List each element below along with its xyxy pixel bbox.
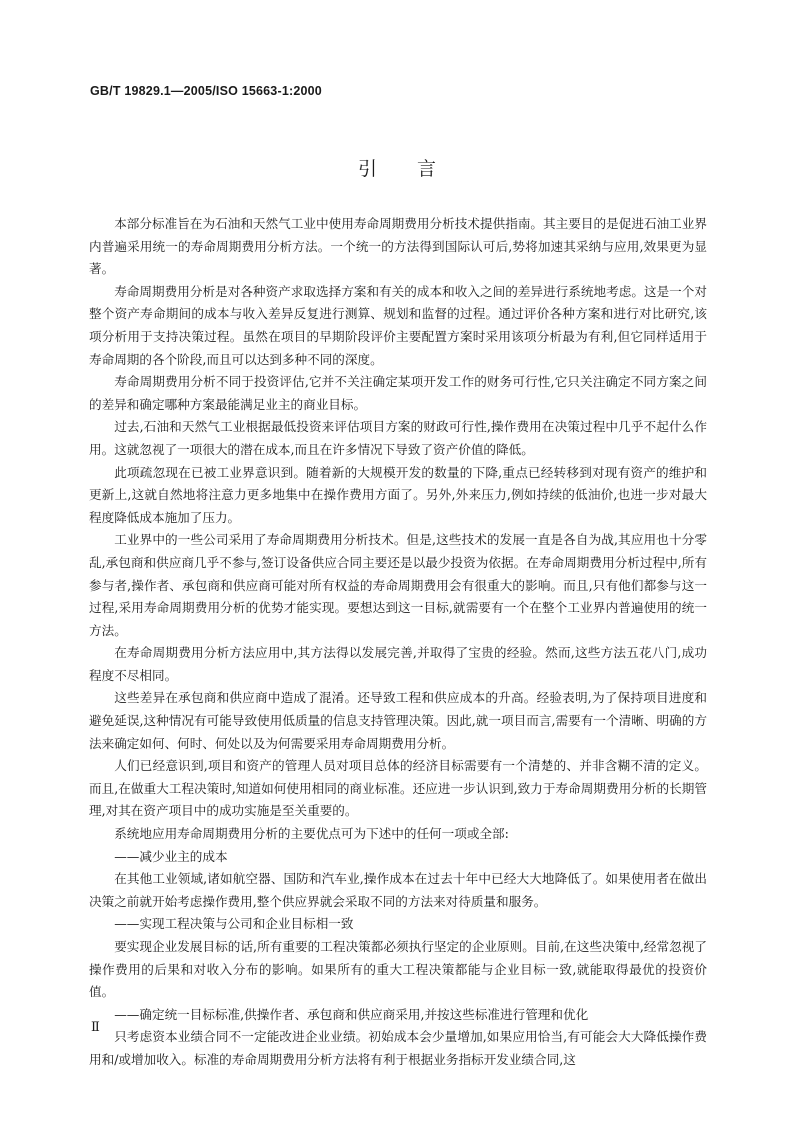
paragraph: 在寿命周期费用分析方法应用中,其方法得以发展完善,并取得了宝贵的经验。然而,这些方法五花八门,成功程度不尽相同。 — [89, 645, 707, 683]
paragraph: 只考虑资本业绩合同不一定能改进企业业绩。初始成本会少量增加,如果应用恰当,有可能会大大降低操作费用和/或增加收入。标准的寿命周期费用分析方法将有利于根据业务指标开发业绩合同,这 — [89, 1029, 707, 1067]
body-text — [89, 213, 707, 1072]
paragraph: 要实现企业发展目标的话,所有重要的工程决策都必须执行坚定的企业原则。目前,在这些决策中,经常忽视了操作费用的后果和对收入分布的影响。如果所有的重大工程决策都能与企业目标一致,就能取得最优的投资价值。 — [89, 939, 707, 1000]
paragraph: 在其他工业领域,诸如航空器、国防和汽车业,操作成本在过去十年中已经大大地降低了。如果使用者在做出决策之前就开始考虑操作费用,整个供应界就会采取不同的方法来对待质量和服务。 — [89, 871, 707, 909]
paragraph: 这些差异在承包商和供应商中造成了混淆。还导致工程和供应成本的升高。经验表明,为了保持项目进度和避免延误,这种情况有可能导致使用低质量的信息支持管理决策。因此,就一项目而言,需要有一个清晰、明确的方法来确定如何、何时、何处以及为何需要采用寿命周期费用分析。 — [89, 690, 707, 751]
paragraph: 工业界中的一些公司采用了寿命周期费用分析技术。但是,这些技术的发展一直是各自为战,其应用也十分零乱,承包商和供应商几乎不参与,签订设备供应合同主要还是以最少投资为依据。在寿命周期费用分析过程中,所有参与者,操作者、承包商和供应商可能对所有权益的寿命周期费用会有很重大的影响。而且,只有他们都参与这一过程,采用寿命周期费用分析的优势才能实现。要想达到这一目标,就需要有一个在整个工业界内普遍使用的统一方法。 — [89, 532, 707, 638]
paragraph: 过去,石油和天然气工业根据最低投资来评估项目方案的财政可行性,操作费用在决策过程中几乎不起什么作用。这就忽视了一项很大的潜在成本,而且在许多情况下导致了资产价值的降低。 — [89, 419, 707, 457]
paragraph: 寿命周期费用分析不同于投资评估,它并不关注确定某项开发工作的财务可行性,它只关注确定不同方案之间的差异和确定哪种方案最能满足业主的商业目标。 — [89, 374, 707, 412]
page-number: Ⅱ — [91, 1020, 100, 1035]
list-item: ——实现工程决策与公司和企业目标相一致 — [114, 916, 354, 932]
list-item: ——确定统一目标标准,供操作者、承包商和供应商采用,并按这些标准进行管理和优化 — [114, 1006, 589, 1022]
paragraph: 寿命周期费用分析是对各种资产求取选择方案和有关的成本和收入之间的差异进行系统地考虑。这是一个对整个资产寿命期间的成本与收入差异反复进行测算、规划和监督的过程。通过评价各种方案和进行对比研究,该项分析用于支持决策过程。虽然在项目的早期阶段评价主要配置方案时采用该项分析最为有利,但它同样适用于寿命周期的各个阶段,而且可以达到多种不同的深度。 — [89, 283, 707, 367]
list-item: ——减少业主的成本 — [114, 848, 228, 864]
paragraph: 系统地应用寿命周期费用分析的主要优点可为下述中的任何一项或全部: — [114, 826, 509, 842]
paragraph: 此项疏忽现在已被工业界意识到。随着新的大规模开发的数量的下降,重点已经转移到对现有资产的维护和更新上,这就自然地将注意力更多地集中在操作费用方面了。另外,外来压力,例如持续的低油价,也进一步对最大程度降低成本施加了压力。 — [89, 464, 707, 525]
paragraph: 本部分标准旨在为石油和天然气工业中使用寿命周期费用分析技术提供指南。其主要目的是促进石油工业界内普遍采用统一的寿命周期费用分析方法。一个统一的方法得到国际认可后,势将加速其采纳与应用,效果更为显著。 — [89, 216, 707, 277]
paragraph: 人们已经意识到,项目和资产的管理人员对项目总体的经济目标需要有一个清楚的、并非含糊不清的定义。而且,在做重大工程决策时,知道如何使用相同的商业标准。还应进一步认识到,致力于寿命周期费用分析的长期管理,对其在资产项目中的成功实施是至关重要的。 — [89, 758, 707, 819]
standard-code-header: GB/T 19829.1—2005/ISO 15663-1:2000 — [90, 84, 322, 98]
page-title: 引言 — [357, 158, 476, 180]
